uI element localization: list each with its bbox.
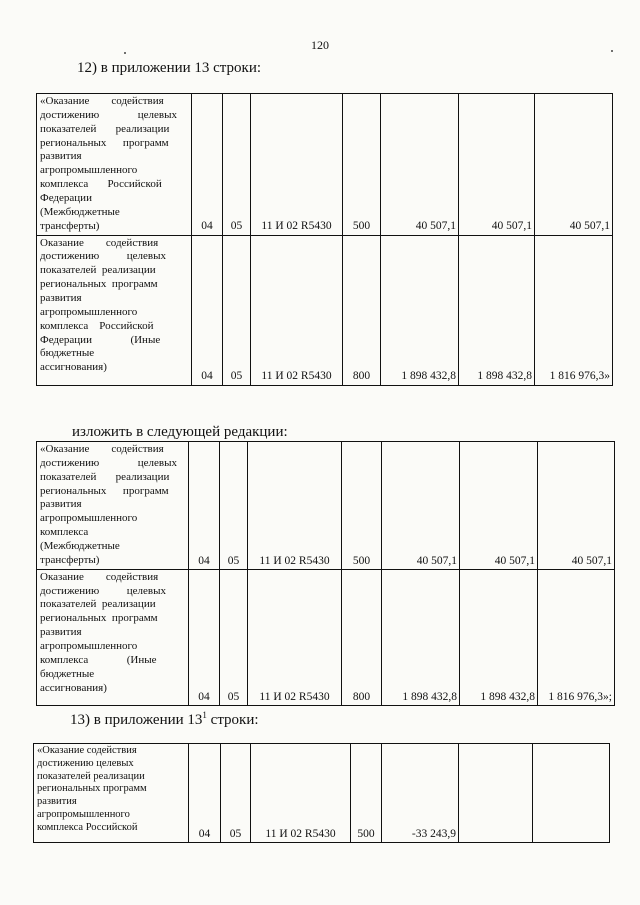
expense-type-code: 800 xyxy=(343,235,381,385)
expense-type-code: 800 xyxy=(342,569,382,705)
row-description: Оказание содействия достижению целевых показателей реализации региональных программ развития агропромышленного комплекса Российской Федерации (Иные бюджетные ассигнования) xyxy=(37,235,192,385)
amount-year-2: 1 898 432,8 xyxy=(459,235,535,385)
section-code: 04 xyxy=(189,744,221,843)
target-article-code: 11 И 02 R5430 xyxy=(248,442,342,570)
amount-year-2: 40 507,1 xyxy=(460,442,538,570)
subsection-code: 05 xyxy=(220,442,248,570)
amount-year-3: 1 816 976,3»; xyxy=(538,569,615,705)
amount-year-3: 40 507,1 xyxy=(538,442,615,570)
amount-year-3: 40 507,1 xyxy=(535,94,613,236)
section-13-superscript: 1 xyxy=(202,710,207,720)
section-code: 04 xyxy=(192,235,223,385)
section-code: 04 xyxy=(192,94,223,236)
table-row xyxy=(37,94,613,236)
revised-rows-table xyxy=(36,441,615,706)
amount-year-2: 1 898 432,8 xyxy=(460,569,538,705)
section-12-heading: 12) в приложении 13 строки: xyxy=(77,60,262,76)
amount-year-3: 1 816 976,3» xyxy=(535,235,613,385)
amount-year-3 xyxy=(533,744,610,843)
amount-year-2 xyxy=(459,744,533,843)
original-rows-table xyxy=(36,93,613,386)
section-13-heading-text: 13) в приложении 13 xyxy=(70,712,203,728)
transition-text: изложить в следующей редакции: xyxy=(72,424,288,440)
target-article-code: 11 И 02 R5430 xyxy=(251,744,351,843)
expense-type-code: 500 xyxy=(343,94,381,236)
appendix-13-1-rows-table xyxy=(33,743,610,843)
scan-speck xyxy=(611,50,613,52)
row-description: Оказание содействия достижению целевых показателей реализации региональных программ развития агропромышленного комплекса (Иные бюджетные ассигнования) xyxy=(37,569,189,705)
table-row xyxy=(34,744,610,843)
scan-speck xyxy=(124,52,126,54)
row-description: «Оказание содействия достижению целевых показателей реализации региональных программ развития агропромышленного комплекса Российской Федерации (Межбюджетные трансферты) xyxy=(37,94,192,236)
subsection-code: 05 xyxy=(223,94,251,236)
page-number: 120 xyxy=(311,38,329,52)
row-description: «Оказание содействия достижению целевых показателей реализации региональных программ развития агропромышленного комплекса (Межбюджетные трансферты) xyxy=(37,442,189,570)
amount-year-1: 1 898 432,8 xyxy=(381,235,459,385)
section-code: 04 xyxy=(189,569,220,705)
table-row xyxy=(37,569,615,705)
row-description: «Оказание содействия достижению целевых показателей реализации региональных программ развития агропромышленного комплекса Российской xyxy=(34,744,189,843)
amount-year-1: -33 243,9 xyxy=(382,744,459,843)
subsection-code: 05 xyxy=(220,569,248,705)
table-row xyxy=(37,235,613,385)
target-article-code: 11 И 02 R5430 xyxy=(251,235,343,385)
section-code: 04 xyxy=(189,442,220,570)
target-article-code: 11 И 02 R5430 xyxy=(251,94,343,236)
amount-year-1: 40 507,1 xyxy=(381,94,459,236)
target-article-code: 11 И 02 R5430 xyxy=(248,569,342,705)
expense-type-code: 500 xyxy=(351,744,382,843)
subsection-code: 05 xyxy=(221,744,251,843)
amount-year-2: 40 507,1 xyxy=(459,94,535,236)
table-row xyxy=(37,442,615,570)
subsection-code: 05 xyxy=(223,235,251,385)
amount-year-1: 1 898 432,8 xyxy=(382,569,460,705)
amount-year-1: 40 507,1 xyxy=(382,442,460,570)
expense-type-code: 500 xyxy=(342,442,382,570)
section-13-heading xyxy=(70,710,259,729)
section-13-heading-tail: строки: xyxy=(206,712,259,728)
